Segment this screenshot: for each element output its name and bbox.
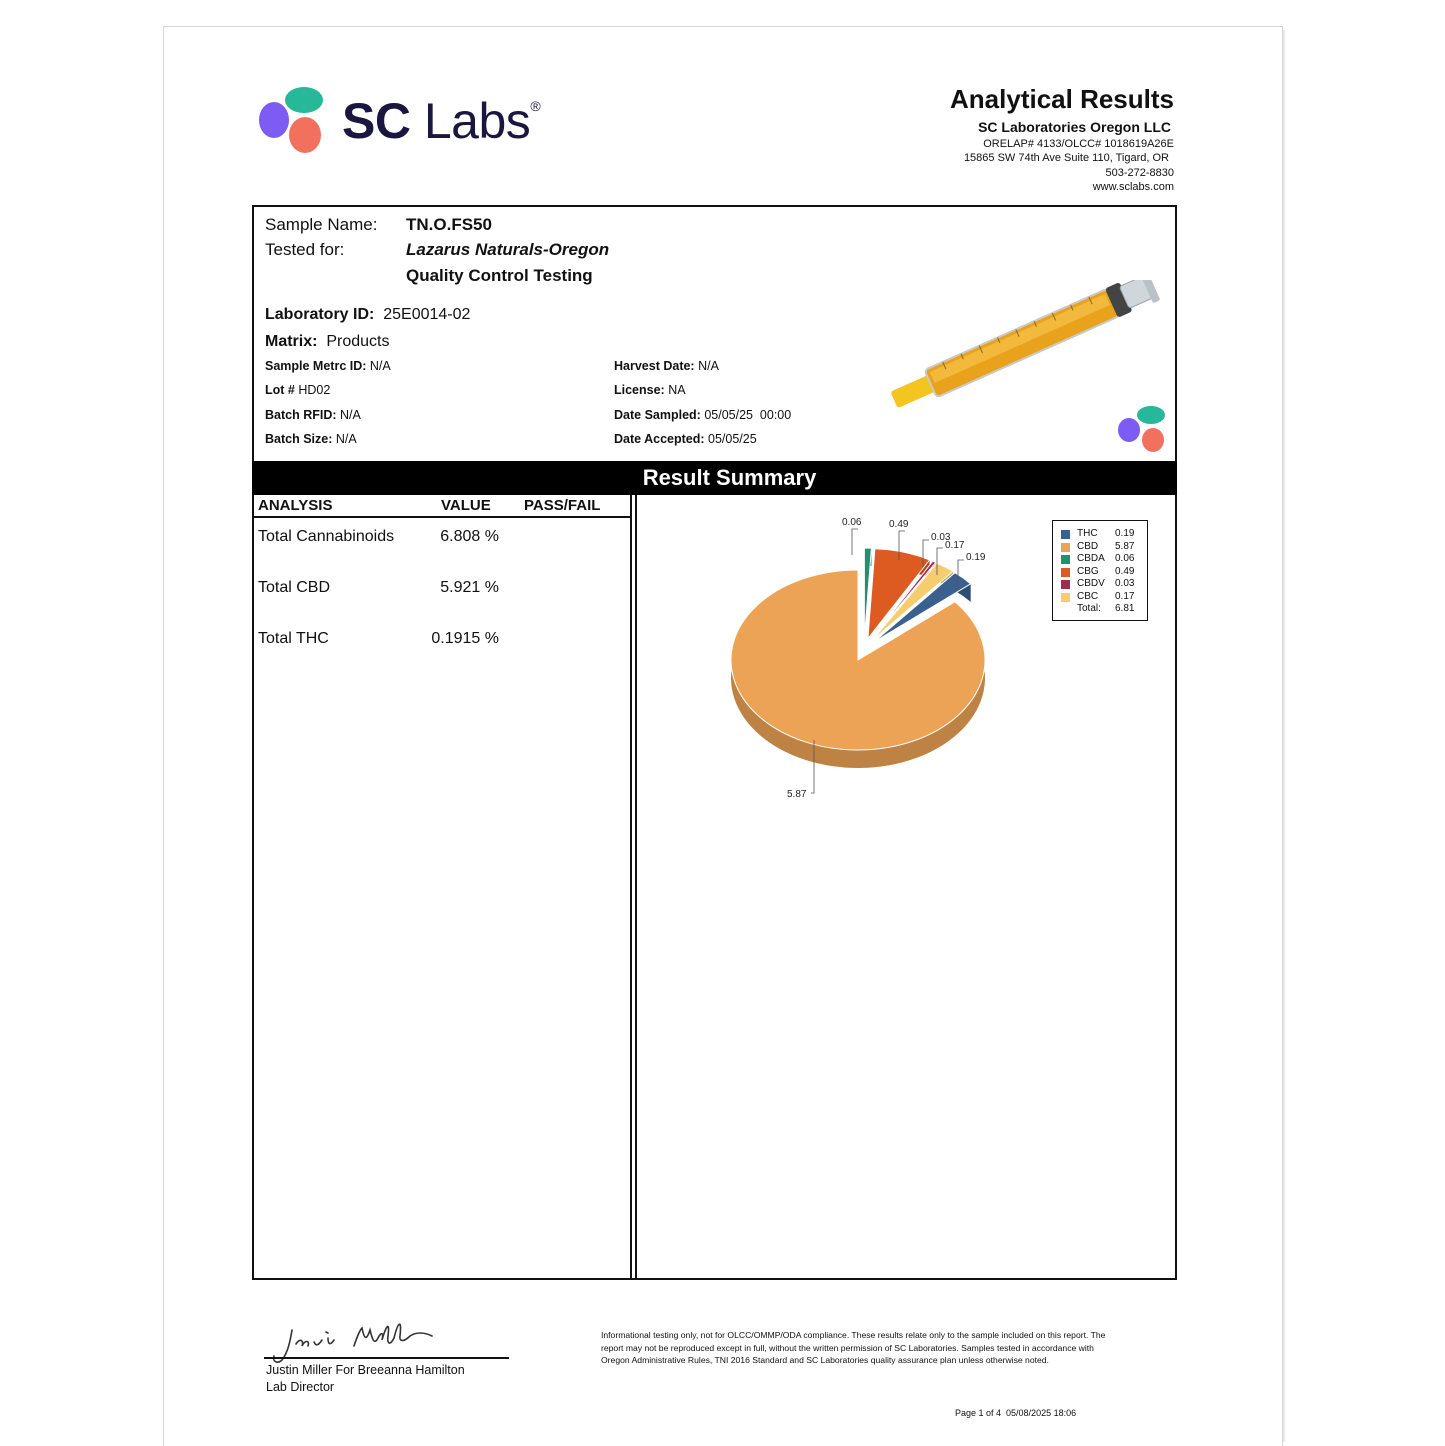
legend-label: CBD bbox=[1077, 540, 1099, 552]
signature-image bbox=[262, 1316, 482, 1368]
row-analysis-total-cannabinoids: Total Cannabinoids bbox=[258, 528, 395, 545]
legend-swatch bbox=[1061, 568, 1070, 577]
lab-accreditation: ORELAP# 4133/OLCC# 1018619A26E bbox=[983, 138, 1174, 150]
sc-labs-watermark-icon bbox=[1115, 404, 1169, 454]
legend-item-thc bbox=[1061, 528, 1145, 540]
lot-number: Lot # HD02 bbox=[265, 383, 331, 397]
tested-for-label: Tested for: bbox=[265, 240, 345, 259]
row-value-total-thc: 0.1915 % bbox=[431, 630, 499, 647]
column-divider bbox=[630, 495, 632, 1278]
date-sampled: Date Sampled: 05/05/25 00:00 bbox=[614, 408, 792, 422]
sc-labs-logo-icon bbox=[256, 85, 328, 157]
legend-swatch bbox=[1061, 530, 1070, 539]
signer-role: Lab Director bbox=[266, 1380, 335, 1394]
lab-phone: 503-272-8830 bbox=[1105, 167, 1174, 179]
legend-label: CBDA bbox=[1077, 553, 1105, 564]
sample-name-label: Sample Name: bbox=[265, 215, 378, 234]
data-label-cbd: 5.87 bbox=[787, 789, 807, 800]
legend-total bbox=[1061, 603, 1145, 615]
column-header-pass-fail: PASS/FAIL bbox=[524, 497, 601, 514]
lab-address: 15865 SW 74th Ave Suite 110, Tigard, OR bbox=[963, 152, 1169, 164]
legend-value: 0.03 bbox=[1115, 578, 1135, 589]
data-label-thc: 0.19 bbox=[966, 552, 986, 563]
data-label-cbdv: 0.03 bbox=[931, 532, 951, 543]
row-value-total-cbd: 5.921 % bbox=[440, 579, 499, 596]
data-label-cbg: 0.49 bbox=[889, 519, 909, 530]
legend-total-label: Total: bbox=[1077, 603, 1101, 614]
legend-swatch bbox=[1061, 555, 1070, 564]
row-analysis-total-thc: Total THC bbox=[258, 630, 329, 647]
disclaimer-text: Informational testing only, not for OLCC/OMMP/ODA compliance. These results relate only to the sample included on this report. The report may not be reproduced except in full, without the written permission of SC Laboratories. Samples tested in accordance with Oregon Administrative Rules, TNI 2016 Standard and SC Laboratories quality assurance plan unless otherwise noted. bbox=[601, 1330, 1106, 1366]
legend-label: CBC bbox=[1077, 590, 1099, 602]
row-analysis-total-cbd: Total CBD bbox=[258, 579, 331, 596]
legend-value: 0.19 bbox=[1115, 528, 1135, 539]
lab-name: SC Laboratories Oregon LLC bbox=[978, 119, 1171, 135]
data-label-cbda: 0.06 bbox=[842, 517, 862, 528]
legend-item-cbg bbox=[1061, 566, 1145, 578]
column-header-value: VALUE bbox=[441, 497, 491, 514]
table-header-rule bbox=[254, 516, 630, 518]
legend-value: 0.17 bbox=[1115, 590, 1135, 602]
leader-line-cbda bbox=[852, 529, 858, 555]
client-name: Lazarus Naturals-Oregon bbox=[406, 240, 610, 259]
result-summary-title: Result Summary bbox=[642, 465, 817, 490]
batch-size: Batch Size: N/A bbox=[265, 432, 357, 446]
data-label-cbc: 0.17 bbox=[945, 540, 965, 551]
row-value-total-cannabinoids: 6.808 % bbox=[440, 528, 499, 545]
column-header-analysis: ANALYSIS bbox=[258, 497, 333, 514]
page-number: Page 1 of 4 05/08/2025 18:06 bbox=[955, 1408, 1077, 1418]
test-purpose: Quality Control Testing bbox=[406, 266, 593, 285]
laboratory-id: Laboratory ID: 25E0014-02 bbox=[265, 306, 471, 323]
chart-legend bbox=[1052, 520, 1148, 621]
result-summary-bar bbox=[252, 461, 1177, 495]
legend-total-value: 6.81 bbox=[1115, 603, 1135, 614]
brand-name: SC Labs® bbox=[342, 93, 541, 149]
batch-rfid: Batch RFID: N/A bbox=[265, 408, 361, 422]
legend-label: CBDV bbox=[1077, 578, 1105, 589]
signer-name: Justin Miller For Breeanna Hamilton bbox=[266, 1363, 465, 1377]
lab-website: www.sclabs.com bbox=[1092, 181, 1174, 193]
metrc-id: Sample Metrc ID: N/A bbox=[265, 359, 391, 373]
sample-name: TN.O.FS50 bbox=[406, 215, 492, 234]
signature-line bbox=[264, 1357, 509, 1359]
legend-item-cbc bbox=[1061, 591, 1145, 603]
legend-label: THC bbox=[1077, 528, 1098, 539]
legend-swatch bbox=[1061, 580, 1070, 589]
matrix: Matrix: Products bbox=[265, 333, 390, 350]
cannabinoid-pie-chart bbox=[640, 505, 1040, 815]
column-divider bbox=[635, 495, 637, 1278]
date-accepted: Date Accepted: 05/05/25 bbox=[614, 432, 757, 446]
legend-item-cbdv bbox=[1061, 578, 1145, 590]
legend-item-cbda bbox=[1061, 553, 1145, 565]
legend-label: CBG bbox=[1077, 565, 1099, 577]
harvest-date: Harvest Date: N/A bbox=[614, 359, 719, 373]
legend-swatch bbox=[1061, 593, 1070, 602]
legend-item-cbd bbox=[1061, 541, 1145, 553]
legend-value: 0.06 bbox=[1115, 553, 1135, 564]
report-title: Analytical Results bbox=[950, 84, 1174, 114]
legend-swatch bbox=[1061, 543, 1070, 552]
legend-value: 0.49 bbox=[1115, 565, 1135, 577]
legend-value: 5.87 bbox=[1115, 540, 1135, 552]
license: License: NA bbox=[614, 383, 686, 397]
